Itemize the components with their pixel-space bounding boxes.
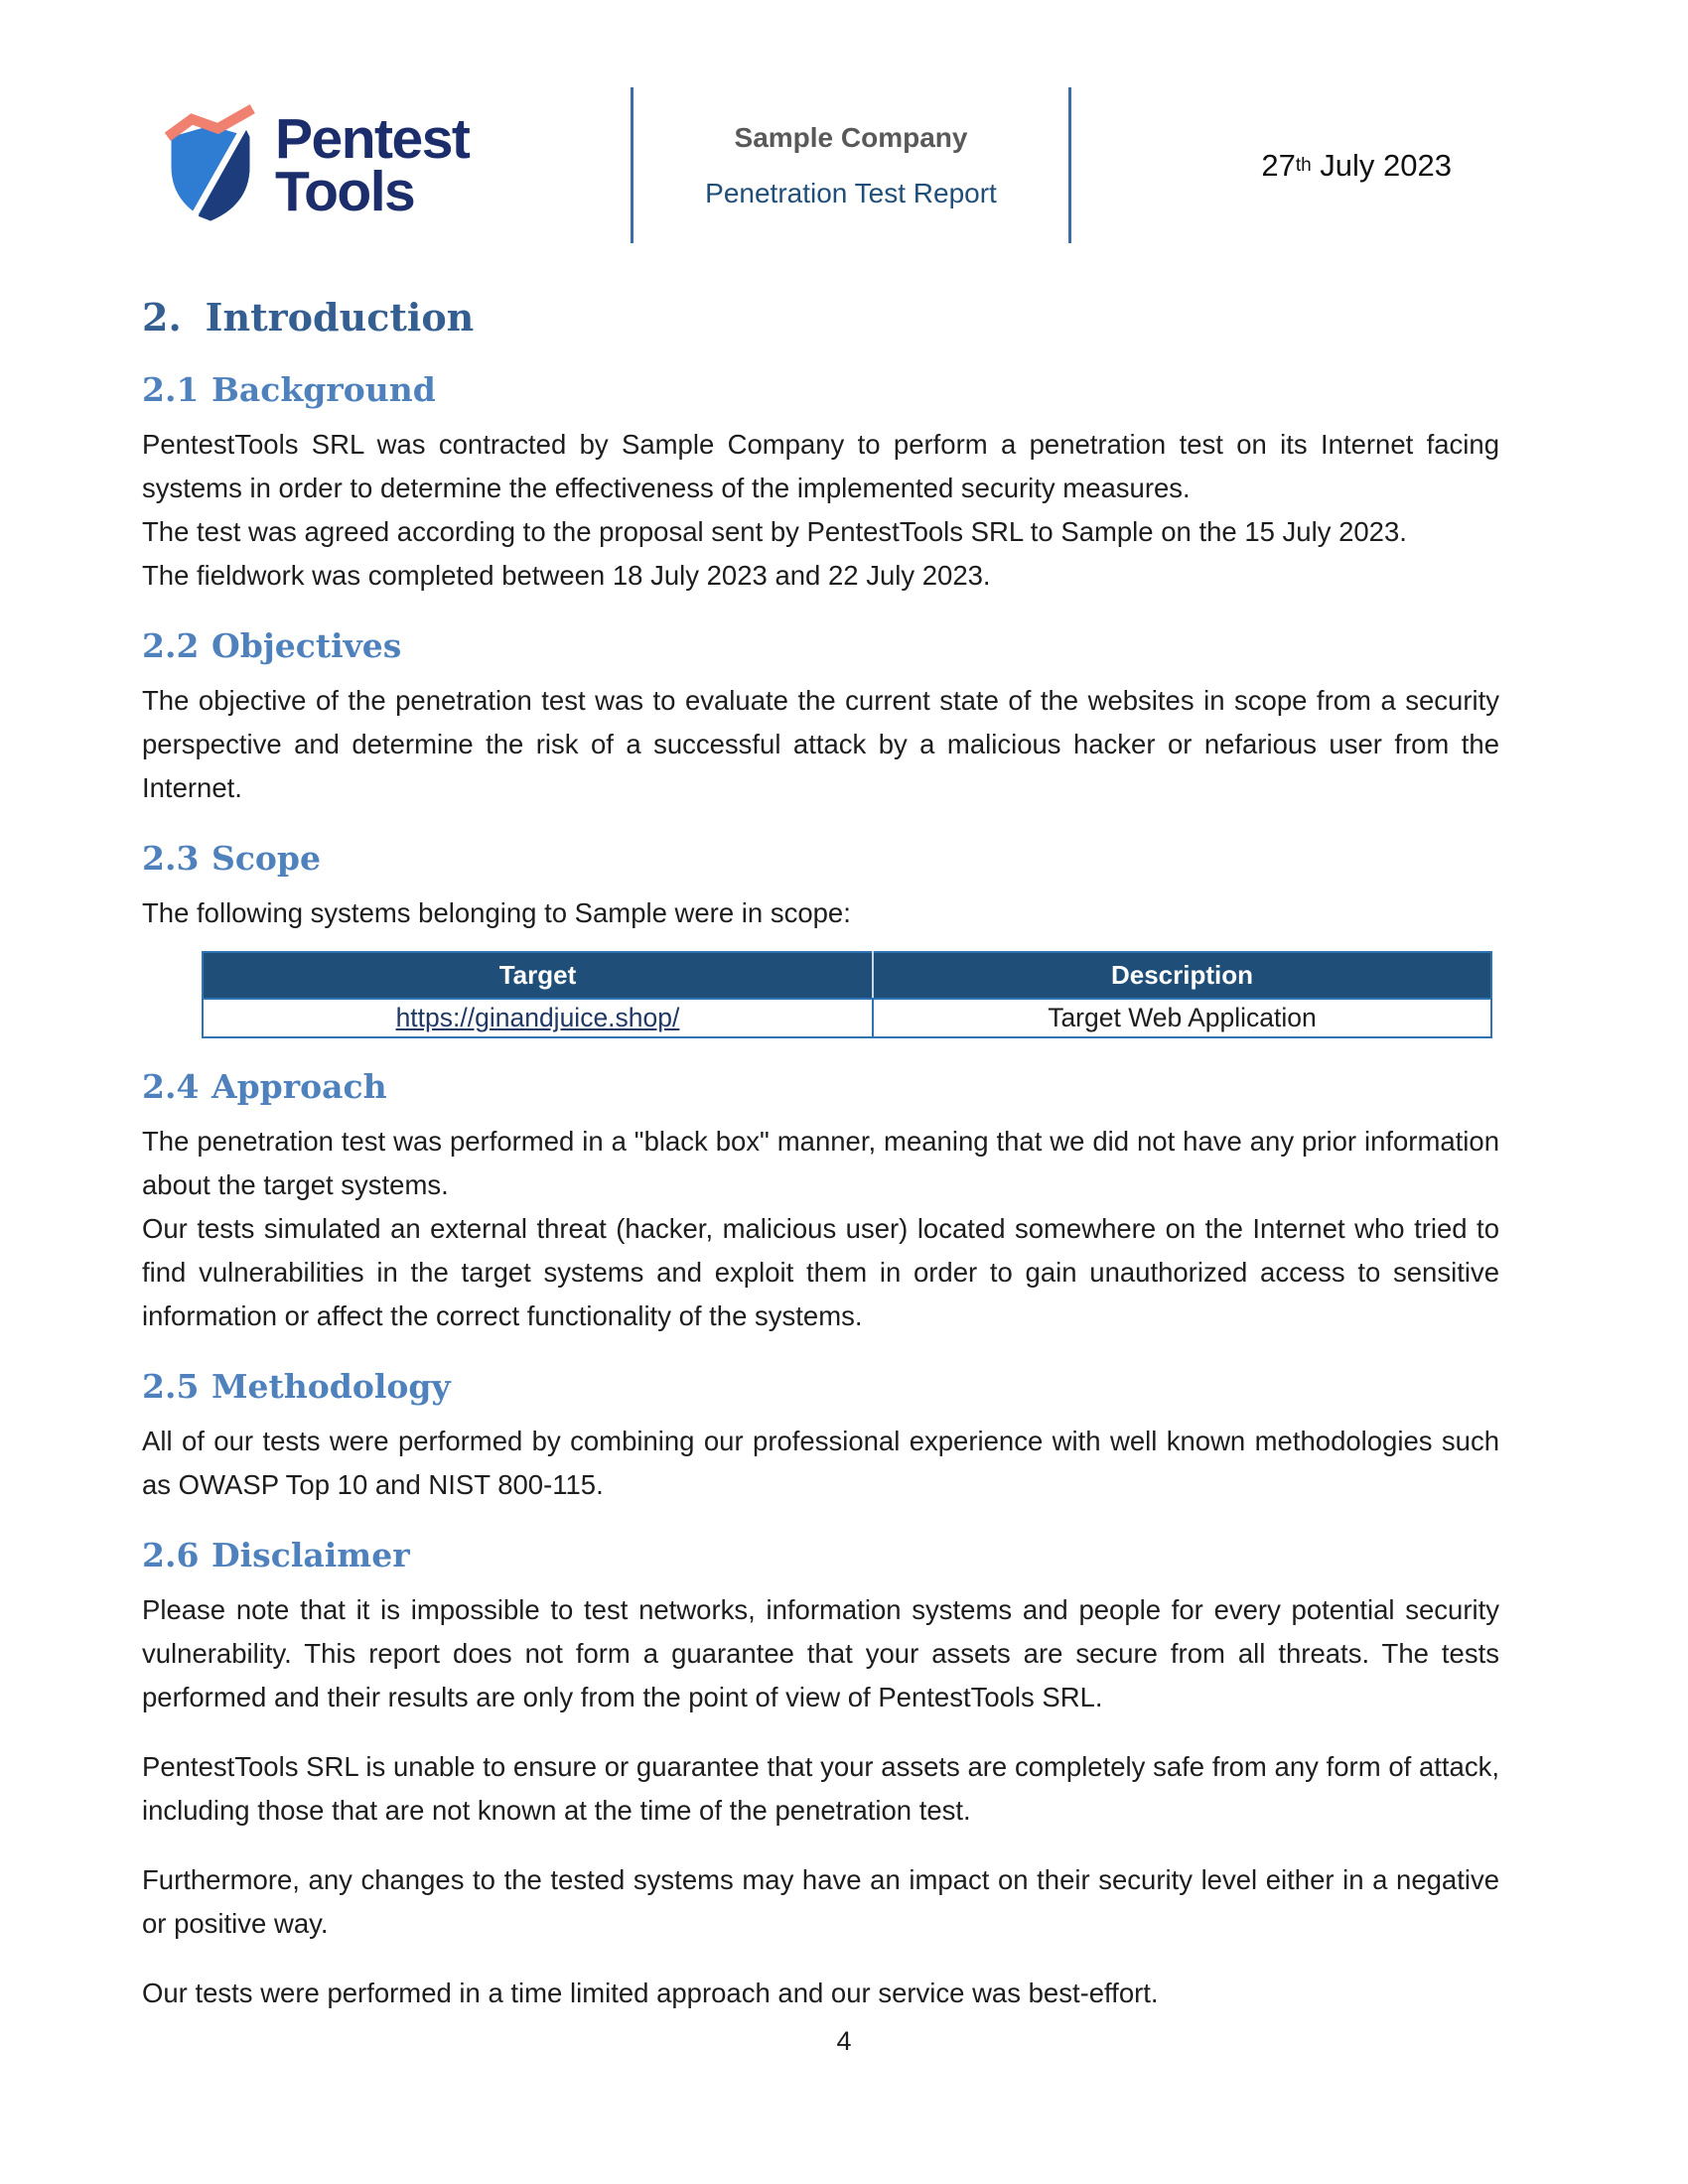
- header-title-block: [631, 87, 1071, 243]
- section-title: Scope: [211, 839, 322, 878]
- section-title: Objectives: [211, 626, 402, 665]
- page-header: [164, 87, 1549, 243]
- report-date: 27 th July 2023: [1261, 147, 1452, 183]
- section-number: 2.: [142, 295, 182, 340]
- section-heading-disclaimer: [142, 1533, 1499, 1578]
- section-title: Disclaimer: [211, 1536, 410, 1574]
- target-cell: [203, 999, 873, 1037]
- section-title: Introduction: [205, 295, 475, 340]
- body-paragraph: The test was agreed according to the proposal sent by PentestTools SRL to Sample on the 15 July 2023.: [142, 516, 1407, 547]
- section-heading-introduction: [142, 294, 1499, 341]
- section-title: Background: [211, 370, 436, 409]
- scope-table-header-row: [203, 952, 1491, 999]
- body-paragraph: All of our tests were performed by combining our professional experience with well known methodologies such as OWASP Top 10 and NIST 800-115.: [142, 1426, 1499, 1500]
- section-number: 2.5: [142, 1367, 200, 1406]
- section-number: 2.4: [142, 1067, 200, 1106]
- section-heading-methodology: [142, 1364, 1499, 1410]
- logo-word-tools: Tools: [275, 159, 415, 223]
- description-cell: Target Web Application: [873, 999, 1491, 1037]
- table-row: [203, 999, 1491, 1037]
- logo-word-pentest: Pentest: [275, 106, 470, 171]
- body-paragraph: Furthermore, any changes to the tested systems may have an impact on their security level either in a negative or positive way.: [142, 1864, 1499, 1939]
- date-day: 27: [1261, 147, 1296, 183]
- body-paragraph: The following systems belonging to Sample were in scope:: [142, 897, 851, 928]
- scope-table-header-description: Description: [873, 952, 1491, 999]
- scope-table-header-target: Target: [203, 952, 873, 999]
- scope-table: [202, 951, 1492, 1038]
- section-heading-approach: [142, 1064, 1499, 1110]
- date-rest: July 2023: [1311, 147, 1452, 183]
- section-heading-scope: [142, 836, 1499, 882]
- target-link[interactable]: https://ginandjuice.shop/: [395, 1003, 680, 1032]
- section-number: 2.1: [142, 370, 200, 409]
- section-number: 2.3: [142, 839, 200, 878]
- section-heading-background: [142, 367, 1499, 413]
- section-heading-objectives: [142, 623, 1499, 669]
- company-name: Sample Company: [734, 121, 968, 153]
- section-number: 2.6: [142, 1536, 200, 1574]
- pentesttools-logo: [164, 87, 631, 243]
- body-paragraph: The objective of the penetration test was to evaluate the current state of the websites in scope from a security perspective and determine the risk of a successful attack by a malicious hacker or nefarious user from the Internet.: [142, 685, 1499, 803]
- page-footer: [0, 2026, 1688, 2057]
- body-paragraph: The penetration test was performed in a "black box" manner, meaning that we did not have any prior information about the target systems.: [142, 1126, 1499, 1200]
- section-title: Methodology: [211, 1367, 451, 1406]
- report-title: Penetration Test Report: [705, 177, 997, 208]
- page-number: 4: [836, 2026, 852, 2056]
- section-title: Approach: [211, 1067, 387, 1106]
- body-paragraph: Please note that it is impossible to test networks, information systems and people for every potential security vulnerability. This report does not form a guarantee that your assets are secure from all threats. The tests performed and their results are only from the point of view of PentestTools SRL.: [142, 1594, 1499, 1712]
- pentesttools-shield-icon: [164, 101, 257, 230]
- body-paragraph: PentestTools SRL was contracted by Sample Company to perform a penetration test on its Internet facing systems in order to determine the effectiveness of the implemented security measures.: [142, 429, 1499, 503]
- section-number: 2.2: [142, 626, 200, 665]
- body-paragraph: The fieldwork was completed between 18 July 2023 and 22 July 2023.: [142, 560, 991, 591]
- logo-wordmark: [275, 106, 470, 223]
- body-paragraph: Our tests simulated an external threat (hacker, malicious user) located somewhere on the Internet who tried to find vulnerabilities in the target systems and exploit them in order to gain unauthorized access to sensitive information or affect the correct functionality of the systems.: [142, 1213, 1499, 1331]
- body-paragraph: Our tests were performed in a time limited approach and our service was best-effort.: [142, 1978, 1159, 2008]
- body-paragraph: PentestTools SRL is unable to ensure or guarantee that your assets are completely safe from any form of attack, including those that are not known at the time of the penetration test.: [142, 1751, 1499, 1826]
- document-body: [142, 243, 1499, 2015]
